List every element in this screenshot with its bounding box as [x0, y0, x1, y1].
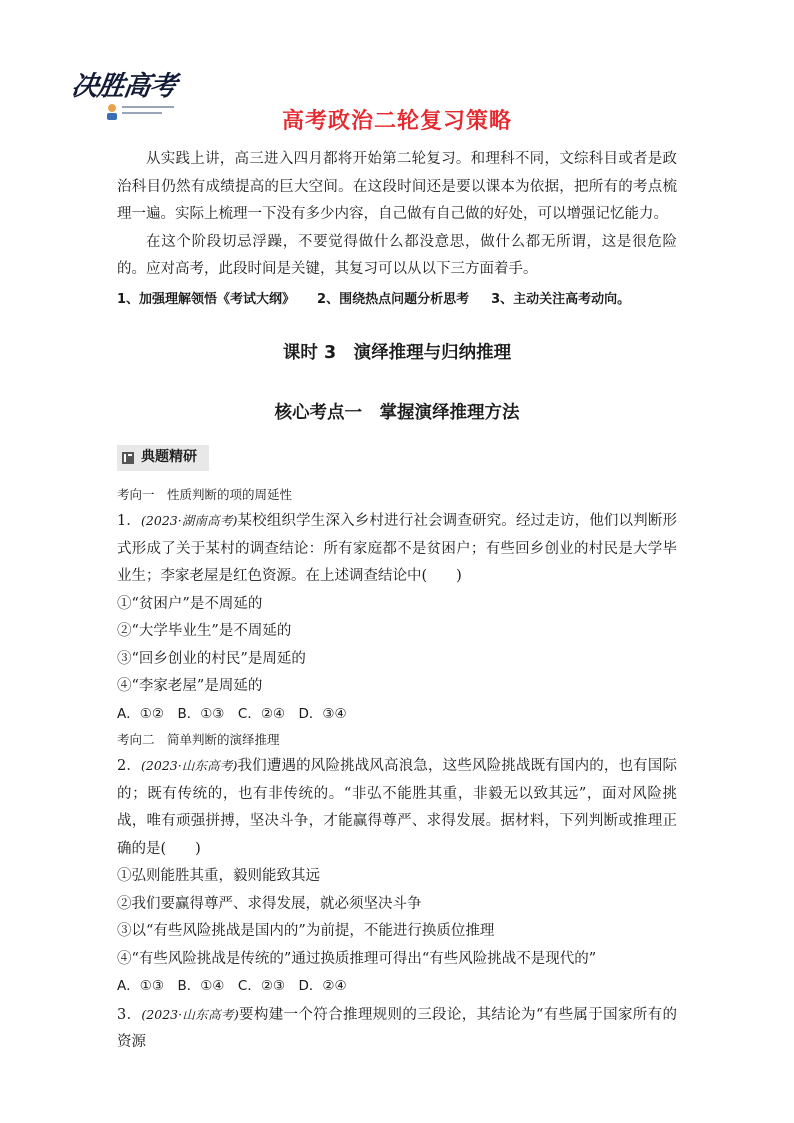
document-body [117, 146, 677, 1057]
page-title: 高考政治二轮复习策略 [281, 109, 512, 134]
strategy-points [117, 287, 677, 313]
q2-text: 我们遭遇的风险挑战风高浪急，这些风险挑战既有国内的，也有国际的；既有传统的，也有非传统的。“非弘不能胜其重，非毅无以致其远”，面对风险挑战，唯有顽强拼搏，坚决斗争，才能赢得尊严、求得发展。据材料，下列判断或推理正确的是( ) [117, 758, 677, 857]
q1-text: 某校组织学生深入乡村进行社会调查研究。经过走访，他们以判断形式形成了关于某村的调查结论：所有家庭都不是贫困户；有些回乡创业的村民是大学毕业生；李家老屋是红色资源。在上述调查结论中( ) [117, 513, 677, 584]
q1-item-1: ①“贫困户”是不周延的 [117, 595, 263, 612]
q3-stem [117, 1001, 677, 1057]
q2-item-3: ③以“有些风险挑战是国内的”为前提，不能进行换质位推理 [117, 923, 495, 939]
logo-text: 决胜高考 [69, 71, 178, 102]
q2-item-1: ①弘则能胜其重，毅则能致其远 [117, 868, 320, 884]
q2-options: A．①③ B．①④ C．②③ D．②④ [117, 978, 347, 994]
strategy-point-2: 2、围绕热点问题分析思考 [317, 291, 470, 307]
lesson-title: 课时 3 演绎推理与归纳推理 [282, 342, 512, 363]
q1-item-3: ③“回乡创业的村民”是周延的 [117, 650, 306, 667]
intro-paragraph-2: 在这个阶段切忌浮躁，不要觉得做什么都没意思，做什么都无所谓，这是很危险的。应对高考，此段时间是关键，其复习可以从以下三方面着手。 [117, 233, 677, 277]
q2-source: (2023·山东高考) [141, 758, 238, 773]
q1-direction: 考向一 性质判断的项的周延性 [117, 487, 293, 502]
q3-number: 3． [117, 1006, 142, 1023]
strategy-point-1: 1、加强理解领悟《考试大纲》 [117, 291, 296, 307]
q2-number: 2． [117, 758, 142, 774]
q1-item-4: ④“李家老屋”是周延的 [117, 678, 263, 694]
q3-text: 要构建一个符合推理规则的三段论，其结论为“有些属于国家所有的资源 [117, 1006, 677, 1050]
strategy-point-3: 3、主动关注高考动向。 [491, 291, 631, 307]
intro-paragraph-1: 从实践上讲，高三进入四月都将开始第二轮复习。和理科不同，文综科目或者是政治科目仍然有成绩提高的巨大空间。在这段时间还是要以课本为依据，把所有的考点梳理一遍。实际上梳理一下没有多少内容，自己做有自己做的好处，可以增强记忆能力。 [117, 151, 677, 222]
core-point-title: 核心考点一 掌握演绎推理方法 [274, 402, 520, 423]
q1-stem [117, 507, 677, 591]
q1-number: 1． [117, 513, 142, 529]
q2-stem [117, 752, 677, 863]
section-badge-label: 典题精研 [141, 448, 197, 465]
q1-options: A．①② B．①③ C．②④ D．③④ [117, 705, 347, 722]
q2-item-4: ④“有些风险挑战是传统的”通过换质推理可得出“有些风险挑战不是现代的” [117, 950, 597, 967]
section-badge [117, 445, 209, 471]
book-icon [121, 451, 135, 465]
q3-source: (2023·山东高考) [141, 1006, 239, 1022]
q1-item-2: ②“大学毕业生”是不周延的 [117, 623, 292, 639]
q2-direction: 考向二 简单判断的演绎推理 [117, 732, 280, 747]
q1-source: (2023·湖南高考) [141, 513, 238, 528]
q2-item-2: ②我们要赢得尊严、求得发展，就必须坚决斗争 [117, 895, 422, 912]
